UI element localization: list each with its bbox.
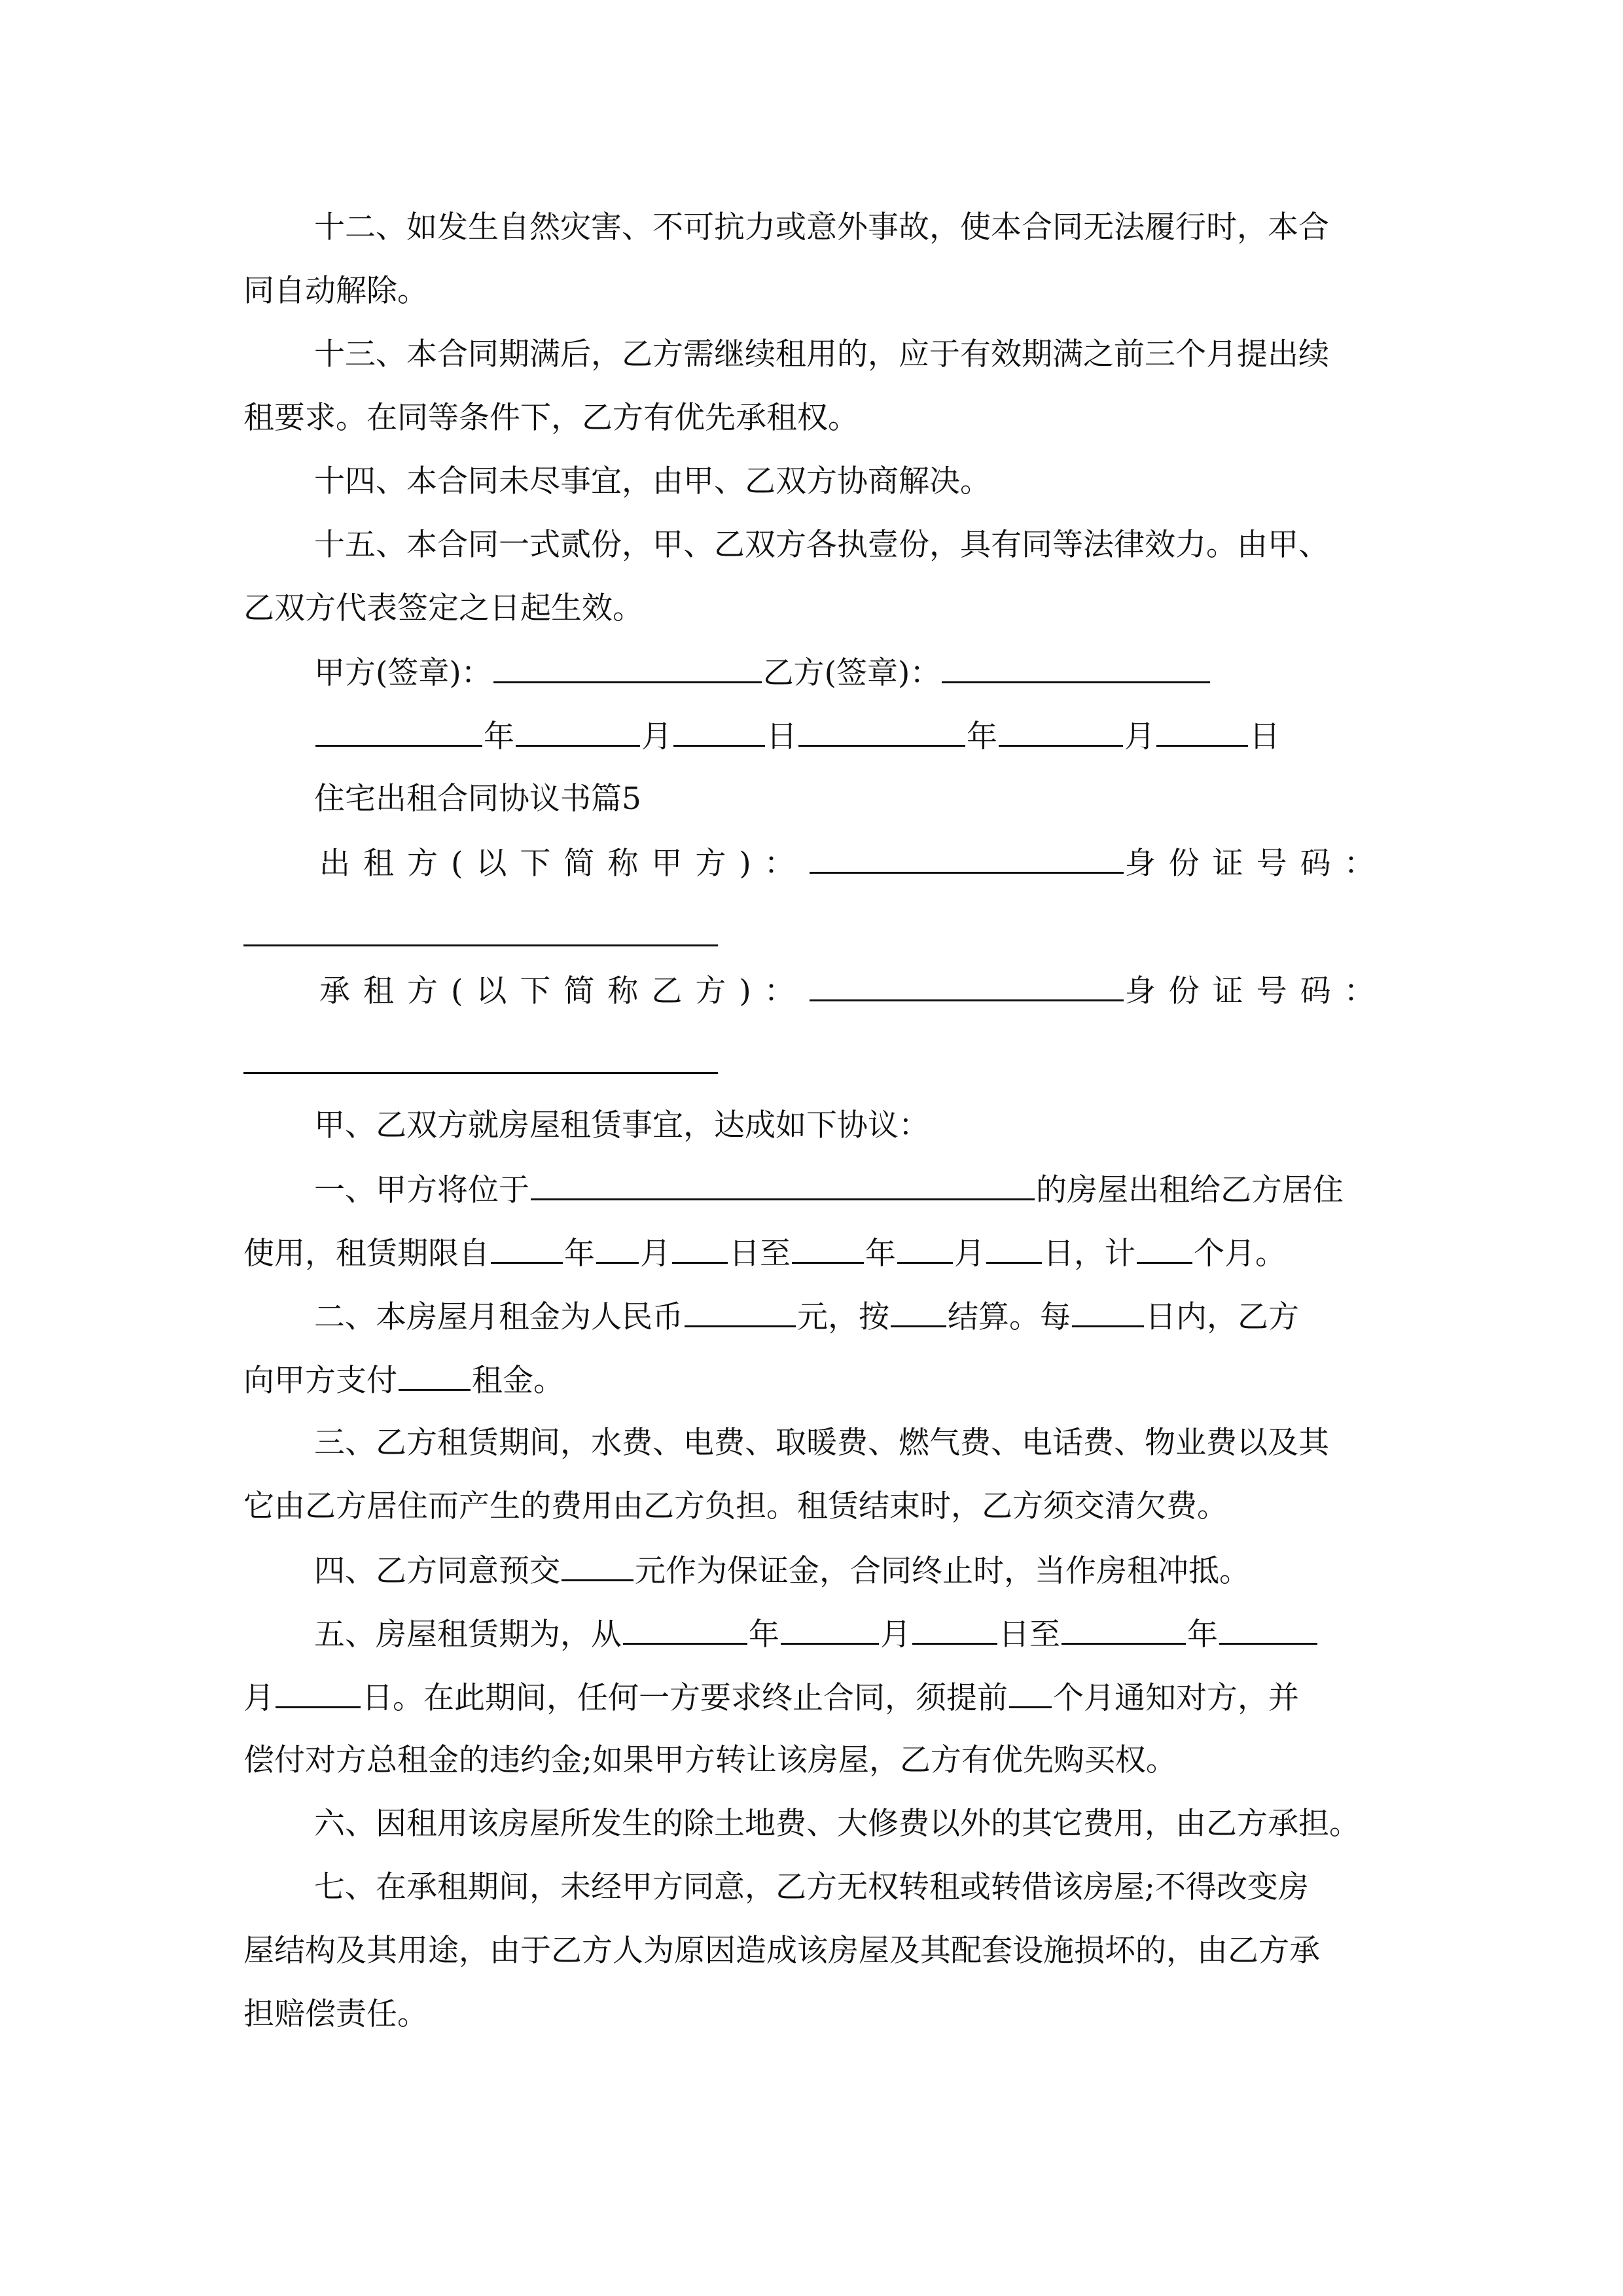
day-label: 日至 [999, 1617, 1060, 1653]
clause-13-line-1: 十三、本合同期满后，乙方需继续租用的，应于有效期满之前三个月提出续 [314, 336, 1329, 372]
day-label: 日，计 [1043, 1236, 1135, 1272]
party-b-signature-label: 乙方(签章)： [762, 655, 941, 691]
article-1-text: 一、甲方将位于 [314, 1172, 529, 1208]
article-2-text: 二、本房屋月租金为人民币 [314, 1299, 683, 1335]
article-1-text: 的房屋出租给乙方居住 [1036, 1172, 1344, 1208]
year-label: 年 [484, 719, 514, 755]
article-2-line-1 [314, 1297, 1299, 1336]
day-label: 日至 [729, 1236, 791, 1272]
monthly-rent-field[interactable] [685, 1297, 796, 1327]
lease-end-month-field[interactable] [1219, 1614, 1317, 1645]
deposit-amount-field[interactable] [562, 1551, 633, 1581]
payment-interval-field[interactable] [1072, 1297, 1144, 1327]
lease-start-day-field[interactable] [912, 1614, 997, 1645]
month-label: 月 [641, 719, 672, 755]
article-7-line-2: 屋结构及其用途，由于乙方人为原因造成该房屋及其配套设施损坏的，由乙方承 [243, 1933, 1320, 1969]
article-5-line-1 [314, 1614, 1319, 1653]
year-label: 年 [1187, 1617, 1218, 1653]
payment-amount-field[interactable] [399, 1360, 471, 1391]
party-b-signature-field[interactable] [942, 653, 1210, 683]
lessor-id-label: 身份证号码： [1124, 846, 1388, 882]
clause-13-line-2: 租要求。在同等条件下，乙方有优先承租权。 [243, 400, 859, 436]
article-3-line-2: 它由乙方居住而产生的费用由乙方负担。租赁结束时，乙方须交清欠费。 [243, 1488, 1228, 1524]
article-3-line-1: 三、乙方租赁期间，水费、电费、取暖费、燃气费、电话费、物业费以及其 [314, 1425, 1329, 1461]
month-label: 月 [1124, 719, 1155, 755]
article-2-line-2 [243, 1360, 564, 1399]
article-4-line-1 [314, 1551, 1250, 1590]
lessor-name-field[interactable] [810, 843, 1124, 874]
signature-date-line [314, 716, 1280, 755]
article-2-text: 元，按 [797, 1299, 889, 1335]
article-5-text: 个月通知对方，并 [1053, 1680, 1299, 1716]
article-2-text: 租金。 [472, 1363, 564, 1399]
lessee-id-field[interactable] [243, 1072, 718, 1074]
year-label: 年 [564, 1236, 595, 1272]
article-2-text: 日内，乙方 [1145, 1299, 1299, 1335]
lessor-id-field[interactable] [243, 944, 718, 946]
end-month-field[interactable] [897, 1233, 953, 1264]
section-title: 住宅出租合同协议书篇5 [314, 781, 641, 817]
clause-14-line-1: 十四、本合同未尽事宜，由甲、乙双方协商解决。 [314, 463, 991, 499]
party-b-day-field[interactable] [1156, 716, 1248, 747]
lease-end-day-field[interactable] [276, 1677, 361, 1708]
intro-line: 甲、乙双方就房屋租赁事宜，达成如下协议： [314, 1107, 929, 1143]
party-b-month-field[interactable] [999, 716, 1123, 747]
party-b-year-field[interactable] [798, 716, 965, 747]
article-7-line-3: 担赔偿责任。 [243, 1996, 428, 2032]
month-label: 月 [640, 1236, 671, 1272]
day-label: 日 [1249, 719, 1280, 755]
article-7-line-1: 七、在承租期间，未经甲方同意，乙方无权转租或转借该房屋;不得改变房 [314, 1869, 1309, 1905]
day-label: 日 [766, 719, 797, 755]
article-4-text: 元作为保证金，合同终止时，当作房租冲抵。 [635, 1553, 1250, 1589]
year-label: 年 [749, 1617, 779, 1653]
notice-months-field[interactable] [1009, 1677, 1052, 1708]
party-a-month-field[interactable] [516, 716, 640, 747]
lessor-label: 出租方(以下简称甲方)： [319, 846, 808, 882]
party-a-signature-field[interactable] [493, 653, 762, 683]
month-label: 月 [954, 1236, 985, 1272]
article-4-text: 四、乙方同意预交 [314, 1553, 560, 1589]
month-label: 月 [243, 1680, 274, 1716]
article-5-text: 五、房屋租赁期为，从 [314, 1617, 622, 1653]
lease-start-year-field[interactable] [623, 1614, 747, 1645]
clause-15-line-1: 十五、本合同一式贰份，甲、乙双方各执壹份，具有同等法律效力。由甲、 [314, 527, 1329, 563]
article-2-text: 向甲方支付 [243, 1363, 397, 1399]
article-2-text: 结算。每 [948, 1299, 1071, 1335]
clause-12-line-2: 同自动解除。 [243, 273, 428, 309]
party-a-signature-label: 甲方(签章)： [314, 655, 492, 691]
year-label: 年 [865, 1236, 896, 1272]
article-5-text: 日。在此期间，任何一方要求终止合同，须提前 [362, 1680, 1008, 1716]
year-label: 年 [967, 719, 997, 755]
start-day-field[interactable] [672, 1233, 728, 1264]
month-count-field[interactable] [1137, 1233, 1192, 1264]
lessee-id-label: 身份证号码： [1124, 973, 1388, 1009]
lease-start-month-field[interactable] [781, 1614, 879, 1645]
lessee-label: 承租方(以下简称乙方)： [319, 973, 808, 1009]
signature-line [314, 653, 1211, 692]
article-6-line-1: 六、因租用该房屋所发生的除土地费、大修费以外的其它费用，由乙方承担。 [314, 1806, 1360, 1842]
article-1-text: 个月。 [1194, 1236, 1286, 1272]
end-day-field[interactable] [986, 1233, 1042, 1264]
start-year-field[interactable] [491, 1233, 563, 1264]
lessee-name-field[interactable] [810, 971, 1124, 1001]
article-1-text: 使用，租赁期限自 [243, 1236, 490, 1272]
start-month-field[interactable] [596, 1233, 639, 1264]
article-1-line-2 [243, 1233, 1286, 1272]
article-1-line-1 [314, 1170, 1344, 1209]
property-address-field[interactable] [531, 1170, 1035, 1200]
end-year-field[interactable] [792, 1233, 864, 1264]
lessor-line [319, 843, 1388, 882]
party-a-year-field[interactable] [315, 716, 482, 747]
article-5-line-2 [243, 1677, 1299, 1717]
settlement-period-field[interactable] [891, 1297, 946, 1327]
clause-12-line-1: 十二、如发生自然灾害、不可抗力或意外事故，使本合同无法履行时，本合 [314, 209, 1329, 245]
month-label: 月 [880, 1617, 911, 1653]
clause-15-line-2: 乙双方代表签定之日起生效。 [243, 590, 643, 626]
article-5-line-3: 偿付对方总租金的违约金;如果甲方转让该房屋，乙方有优先购买权。 [243, 1742, 1177, 1778]
lease-end-year-field[interactable] [1061, 1614, 1186, 1645]
party-a-day-field[interactable] [673, 716, 765, 747]
lessee-line [319, 971, 1388, 1010]
